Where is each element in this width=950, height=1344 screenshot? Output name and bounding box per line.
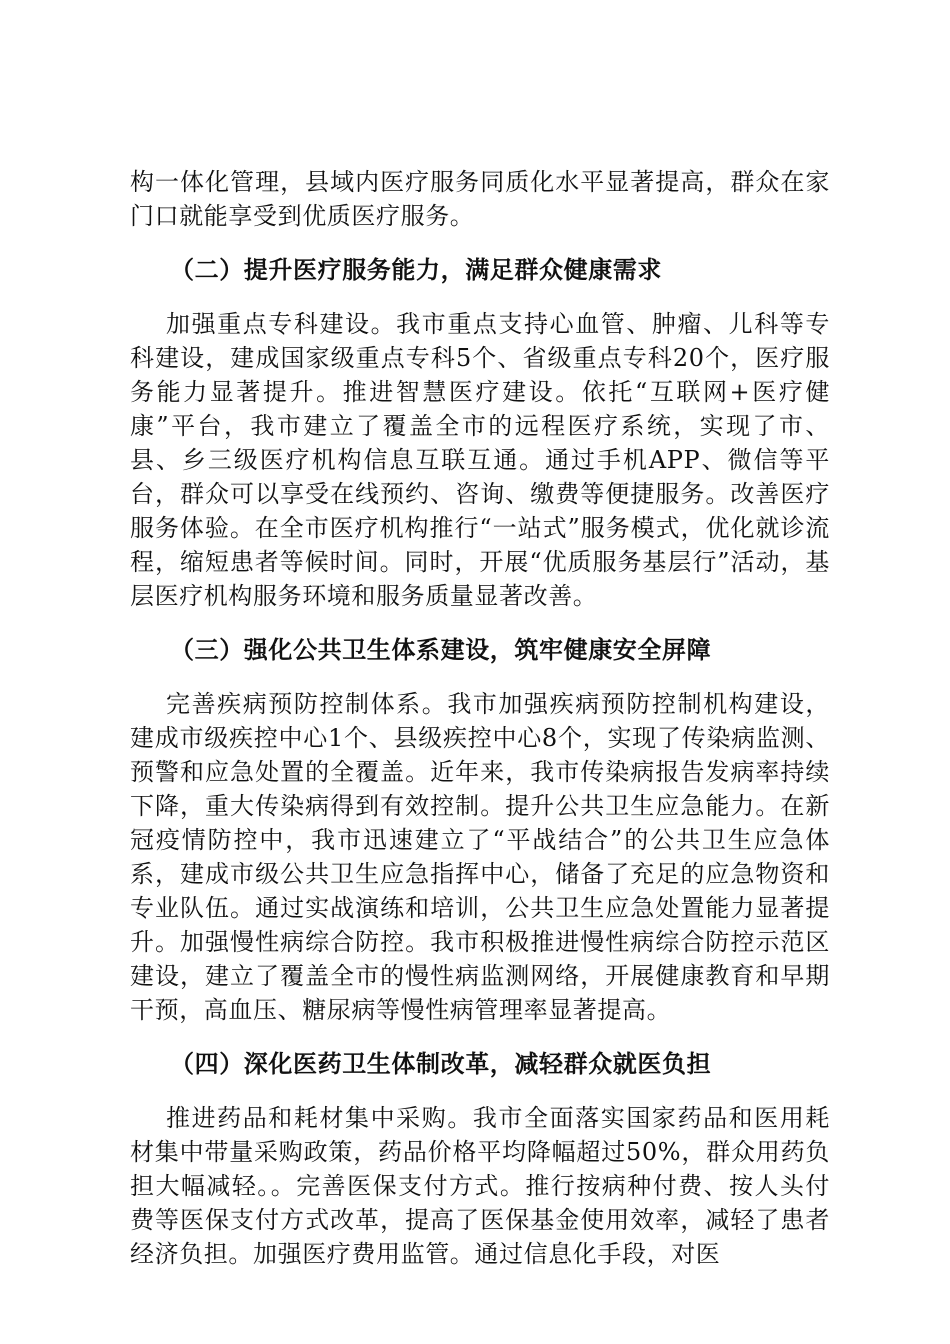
spacer — [130, 1081, 830, 1101]
paragraph-section-3: 完善疾病预防控制体系。我市加强疾病预防控制机构建设，建成市级疾控中心1个、县级疾控中心8个，实现了传染病监测、预警和应急处置的全覆盖。近年来，我市传染病报告发病率持续下降，重大传染病得到有效控制。提升公共卫生应急能力。在新冠疫情防控中，我市迅速建立了“平战结合”的公共卫生应急体系，建成市级公共卫生应急指挥中心，储备了充足的应急物资和专业队伍。通过实战演练和培训，公共卫生应急处置能力显著提升。加强慢性病综合防控。我市积极推进慢性病综合防控示范区建设，建立了覆盖全市的慢性病监测网络，开展健康教育和早期干预，高血压、糖尿病等慢性病管理率显著提高。 — [130, 690, 830, 1024]
paragraph-continued: 构一体化管理，县域内医疗服务同质化水平显著提高，群众在家门口就能享受到优质医疗服务。 — [130, 168, 830, 230]
spacer — [130, 233, 830, 253]
spacer — [130, 613, 830, 633]
section-heading-4: （四）深化医药卫生体制改革，减轻群众就医负担 — [170, 1050, 712, 1078]
spacer — [130, 667, 830, 687]
paragraph-section-4: 推进药品和耗材集中采购。我市全面落实国家药品和医用耗材集中带量采购政策，药品价格平均降幅超过50%，群众用药负担大幅减轻。。完善医保支付方式。推行按病种付费、按人头付费等医保支付方式改革，提高了医保基金使用效率，减轻了患者经济负担。加强医疗费用监管。通过信息化手段，对医 — [130, 1104, 830, 1268]
spacer — [130, 1027, 830, 1047]
spacer — [130, 287, 830, 307]
section-heading-2: （二）提升医疗服务能力，满足群众健康需求 — [170, 256, 662, 284]
document-body — [130, 165, 830, 1271]
section-heading-3: （三）强化公共卫生体系建设，筑牢健康安全屏障 — [170, 636, 712, 664]
paragraph-section-2: 加强重点专科建设。我市重点支持心血管、肿瘤、儿科等专科建设，建成国家级重点专科5个、省级重点专科20个，医疗服务能力显著提升。推进智慧医疗建设。依托“互联网+医疗健康”平台，我市建立了覆盖全市的远程医疗系统，实现了市、县、乡三级医疗机构信息互联互通。通过手机APP、微信等平台，群众可以享受在线预约、咨询、缴费等便捷服务。改善医疗服务体验。在全市医疗机构推行“一站式”服务模式，优化就诊流程，缩短患者等候时间。同时，开展“优质服务基层行”活动，基层医疗机构服务环境和服务质量显著改善。 — [130, 310, 830, 610]
